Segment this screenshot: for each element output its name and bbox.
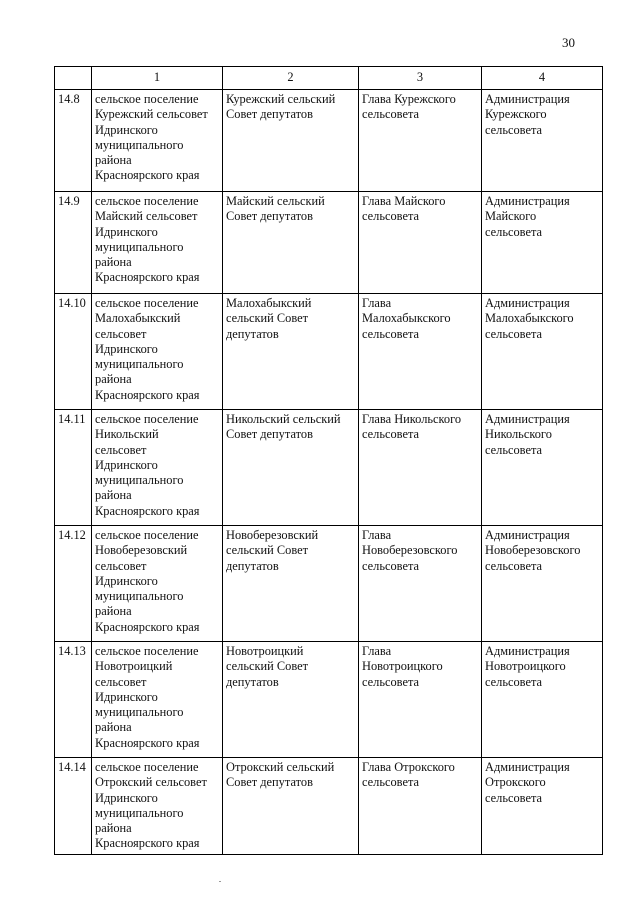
municipality-cell: сельское поселение Малохабыкский сельсовет Идринского муниципального района Красноярского края	[92, 294, 223, 410]
municipality-cell: сельское поселение Курежский сельсовет Идринского муниципального района Красноярского края	[92, 90, 223, 192]
administration-cell: Администрация Никольского сельсовета	[482, 410, 603, 526]
header-cell-4: 4	[482, 67, 603, 90]
table-row	[55, 410, 603, 526]
table-row	[55, 192, 603, 294]
table-row	[55, 758, 603, 855]
header-cell-3: 3	[359, 67, 482, 90]
head-cell: Глава Курежского сельсовета	[359, 90, 482, 192]
council-cell: Отрокский сельский Совет депутатов	[223, 758, 359, 855]
administration-cell: Администрация Новоберезовского сельсовета	[482, 526, 603, 642]
head-cell: Глава Отрокского сельсовета	[359, 758, 482, 855]
council-cell: Майский сельский Совет депутатов	[223, 192, 359, 294]
row-number: 14.10	[55, 294, 92, 410]
table-row	[55, 526, 603, 642]
row-number: 14.9	[55, 192, 92, 294]
council-cell: Новотроицкий сельский Совет депутатов	[223, 642, 359, 758]
head-cell: Глава Никольского сельсовета	[359, 410, 482, 526]
council-cell: Малохабыкский сельский Совет депутатов	[223, 294, 359, 410]
header-cell-1: 1	[92, 67, 223, 90]
row-number: 14.8	[55, 90, 92, 192]
administration-cell: Администрация Малохабыкского сельсовета	[482, 294, 603, 410]
header-cell-2: 2	[223, 67, 359, 90]
row-number: 14.11	[55, 410, 92, 526]
council-cell: Никольский сельский Совет депутатов	[223, 410, 359, 526]
municipality-cell: сельское поселение Никольский сельсовет Идринского муниципального района Красноярского края	[92, 410, 223, 526]
municipality-cell: сельское поселение Майский сельсовет Идринского муниципального района Красноярского края	[92, 192, 223, 294]
administration-cell: Администрация Майского сельсовета	[482, 192, 603, 294]
council-cell: Курежский сельский Совет депутатов	[223, 90, 359, 192]
council-cell: Новоберезовский сельский Совет депутатов	[223, 526, 359, 642]
header-cell-number	[55, 67, 92, 90]
table-header-row	[55, 67, 603, 90]
administration-cell: Администрация Новотроицкого сельсовета	[482, 642, 603, 758]
municipality-cell: сельское поселение Отрокский сельсовет Идринского муниципального района Красноярского края	[92, 758, 223, 855]
row-number: 14.14	[55, 758, 92, 855]
administration-cell: Администрация Отрокского сельсовета	[482, 758, 603, 855]
table-row	[55, 642, 603, 758]
row-number: 14.13	[55, 642, 92, 758]
head-cell: Глава Новотроицкого сельсовета	[359, 642, 482, 758]
municipal-bodies-table	[54, 66, 603, 855]
municipality-cell: сельское поселение Новотроицкий сельсовет Идринского муниципального района Красноярского края	[92, 642, 223, 758]
head-cell: Глава Майского сельсовета	[359, 192, 482, 294]
table-row	[55, 294, 603, 410]
scan-speck	[219, 881, 221, 882]
head-cell: Глава Новоберезовского сельсовета	[359, 526, 482, 642]
table-row	[55, 90, 603, 192]
page-number: 30	[562, 35, 575, 50]
municipality-cell: сельское поселение Новоберезовский сельсовет Идринского муниципального района Красноярского края	[92, 526, 223, 642]
row-number: 14.12	[55, 526, 92, 642]
administration-cell: Администрация Курежского сельсовета	[482, 90, 603, 192]
head-cell: Глава Малохабыкского сельсовета	[359, 294, 482, 410]
